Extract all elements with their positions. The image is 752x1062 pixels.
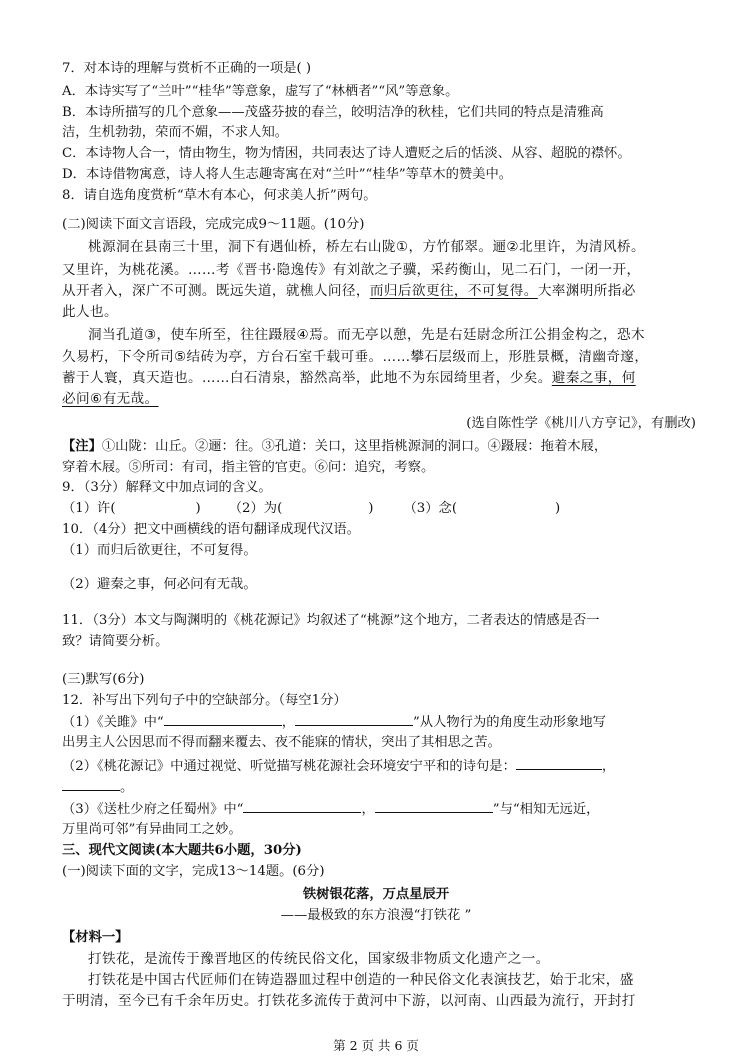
passage-line xyxy=(62,281,696,301)
fill-blank[interactable] xyxy=(295,712,413,726)
question-7-option-a: A．本诗实写了“兰叶”“桂华”等意象，虚写了“林栖者”“风”等意象。 xyxy=(62,83,459,99)
article-paragraph-cont: 于明清，至今已有千余年历史。打铁花多流传于黄河中下游，以河南、山西最为流行，开封打 xyxy=(62,993,636,1010)
question-12-item-2 xyxy=(62,756,696,777)
passage-line xyxy=(62,368,696,388)
paren-close: ) xyxy=(368,501,374,517)
passage-line xyxy=(62,389,696,409)
question-12-item-1 xyxy=(62,712,696,733)
question-11-cont: 致？请简要分析。 xyxy=(62,634,169,650)
page-footer: 第 2 页 共 6 页 xyxy=(333,1038,419,1053)
material-label: 【材料一】 xyxy=(62,930,129,946)
underlined-sentence-1: 而归后欲更往，不可复得。 xyxy=(369,283,538,299)
question-10-item-2: （2）避秦之事，何必问有无哉。 xyxy=(62,577,257,593)
passage-text: 蓄于人寰，真天造也。……白石清泉，豁然高举，此地不为东园绮里者，少矣。 xyxy=(62,370,552,387)
question-12-item-3 xyxy=(62,799,696,820)
q12-1-suffix: ”从人物行为的角度生动形象地写 xyxy=(412,715,606,730)
section-4-heading: (一)阅读下面的文字，完成13～14题。(6分) xyxy=(62,864,325,879)
question-12-item-3-cont: 万里尚可邻”有异曲同工之妙。 xyxy=(62,822,242,838)
fill-blank[interactable] xyxy=(375,799,493,813)
q12-3-suffix: ”与“相知无远近， xyxy=(492,802,600,818)
question-7-stem: 7．对本诗的理解与赏析不正确的一项是( ) xyxy=(62,60,312,76)
fill-blank[interactable] xyxy=(516,756,602,770)
fill-blank[interactable] xyxy=(164,712,282,726)
article-paragraph: 打铁花是中国古代匠师们在铸造器皿过程中创造的一种民俗文化表演技艺，始于北宋，盛 xyxy=(88,972,634,989)
q12-2-prefix: （2）《桃花源记》中通过视觉、听觉描写桃花源社会环境安宁平和的诗句是： xyxy=(62,758,516,774)
fill-blank[interactable] xyxy=(62,777,120,791)
q9-item-1: （1）许( xyxy=(62,501,116,517)
question-7-option-c: C．本诗物人合一，情由物生，物为情困，共同表达了诗人遭贬之后的恬淡、从容、超脱的襟怀。 xyxy=(62,146,631,162)
passage-line: 又里许，为桃花溪。……考《晋书·隐逸传》有刘歆之子骥，采药衡山，见二石门，一闭一开， xyxy=(62,262,641,279)
section-2-heading: (二)阅读下面文言语段，完成完成9～11题。(10分) xyxy=(62,216,365,232)
passage-text: 从开者入，深广不可测。既远失道，就樵人问径， xyxy=(62,283,370,299)
paren-close: ) xyxy=(195,501,201,517)
paren-close: ) xyxy=(555,501,561,517)
underlined-sentence-2-cont: 必问⑥有无哉。 xyxy=(62,391,159,408)
passage-text: 大率渊明所指必 xyxy=(537,283,636,299)
fill-blank[interactable] xyxy=(243,799,361,813)
part-3-heading: 三、现代文阅读(本大题共6小题，30分) xyxy=(62,843,302,859)
article-paragraph: 打铁花，是流传于豫晋地区的传统民俗文化，国家级非物质文化遗产之一。 xyxy=(88,951,550,968)
article-subtitle: ——最极致的东方浪漫“打铁花 ” xyxy=(280,907,472,923)
q12-2-sep: ， xyxy=(601,758,616,774)
q12-3-prefix: （3）《送杜少府之任蜀州》中“ xyxy=(62,802,244,818)
question-7-option-d: D．本诗借物寓意，诗人将人生志趣寄寓在对“兰叶”“桂华”等草木的赞美中。 xyxy=(62,167,513,183)
passage-line: 洞当孔道③，使车所至，往往蹑屐④焉。而无亭以憩，先是右廷尉念所江公捐金构之，恐木 xyxy=(88,326,645,343)
article-title: 铁树银花落，万点星辰开 xyxy=(302,886,450,902)
section-3-heading: (三)默写(6分) xyxy=(62,672,145,688)
passage-line: 此人也。 xyxy=(62,303,118,320)
notes xyxy=(62,437,696,457)
question-9-items xyxy=(62,499,696,519)
q9-item-3: （3）念( xyxy=(403,501,458,517)
question-12-item-1-cont: 出男主人公因思而不得而翻来覆去、夜不能寐的情状，突出了其相思之苦。 xyxy=(62,734,501,750)
question-11: 11．（3分）本文与陶渊明的《桃花源记》均叙述了“桃源”这个地方，二者表达的情感是否一 xyxy=(62,613,600,629)
question-12-stem: 12．补写出下列句子中的空缺部分。（每空1分） xyxy=(62,693,347,709)
passage-line: 久易朽，下令所司⑤结砖为亭，方台石室千载可垂。……攀石层级而上，形胜景概，清幽奇邃， xyxy=(62,349,649,366)
underlined-sentence-2: 避秦之事，何 xyxy=(551,370,636,387)
passage-line: 桃源洞在县南三十里，洞下有遇仙桥，桥左右山陇①，方竹郁翠。逦②北里许，为清风桥。 xyxy=(88,239,645,256)
q12-1-sep: ， xyxy=(281,715,295,730)
question-7-option-b: B．本诗所描写的几个意象——茂盛芬披的春兰，皎明洁净的秋桂，它们共同的特点是清雅高 xyxy=(62,104,604,120)
question-12-item-2-cont xyxy=(62,777,696,798)
q9-item-2: （2）为( xyxy=(228,501,283,517)
q12-2-end: 。 xyxy=(120,779,134,795)
question-8: 8．请自选角度赏析“草木有本心，何求美人折”两句。 xyxy=(62,188,377,204)
question-7-option-b-cont: 洁，生机勃勃，荣而不媚，不求人知。 xyxy=(62,125,289,141)
notes-label: 【注】 xyxy=(62,438,102,454)
notes-text: ①山陇：山丘。②逦：往。③孔道：关口，这里指桃源洞的洞口。④蹑屐：拖着木屐， xyxy=(101,438,608,454)
question-10-item-1: （1）而归后欲更往，不可复得。 xyxy=(62,543,257,559)
q12-1-prefix: （1）《关雎》中“ xyxy=(62,715,164,730)
notes-cont: 穿着木屐。⑤所司：有司，指主管的官吏。⑥问：追究，考察。 xyxy=(62,459,435,475)
question-10-stem: 10．（4分）把文中画横线的语句翻译成现代汉语。 xyxy=(62,522,360,538)
q12-3-sep: ， xyxy=(361,802,375,818)
passage-source: (选自陈性学《桃川八方亨记》，有删改) xyxy=(466,415,696,431)
question-9-stem: 9．（3分）解释文中加点词的含义。 xyxy=(62,480,272,496)
